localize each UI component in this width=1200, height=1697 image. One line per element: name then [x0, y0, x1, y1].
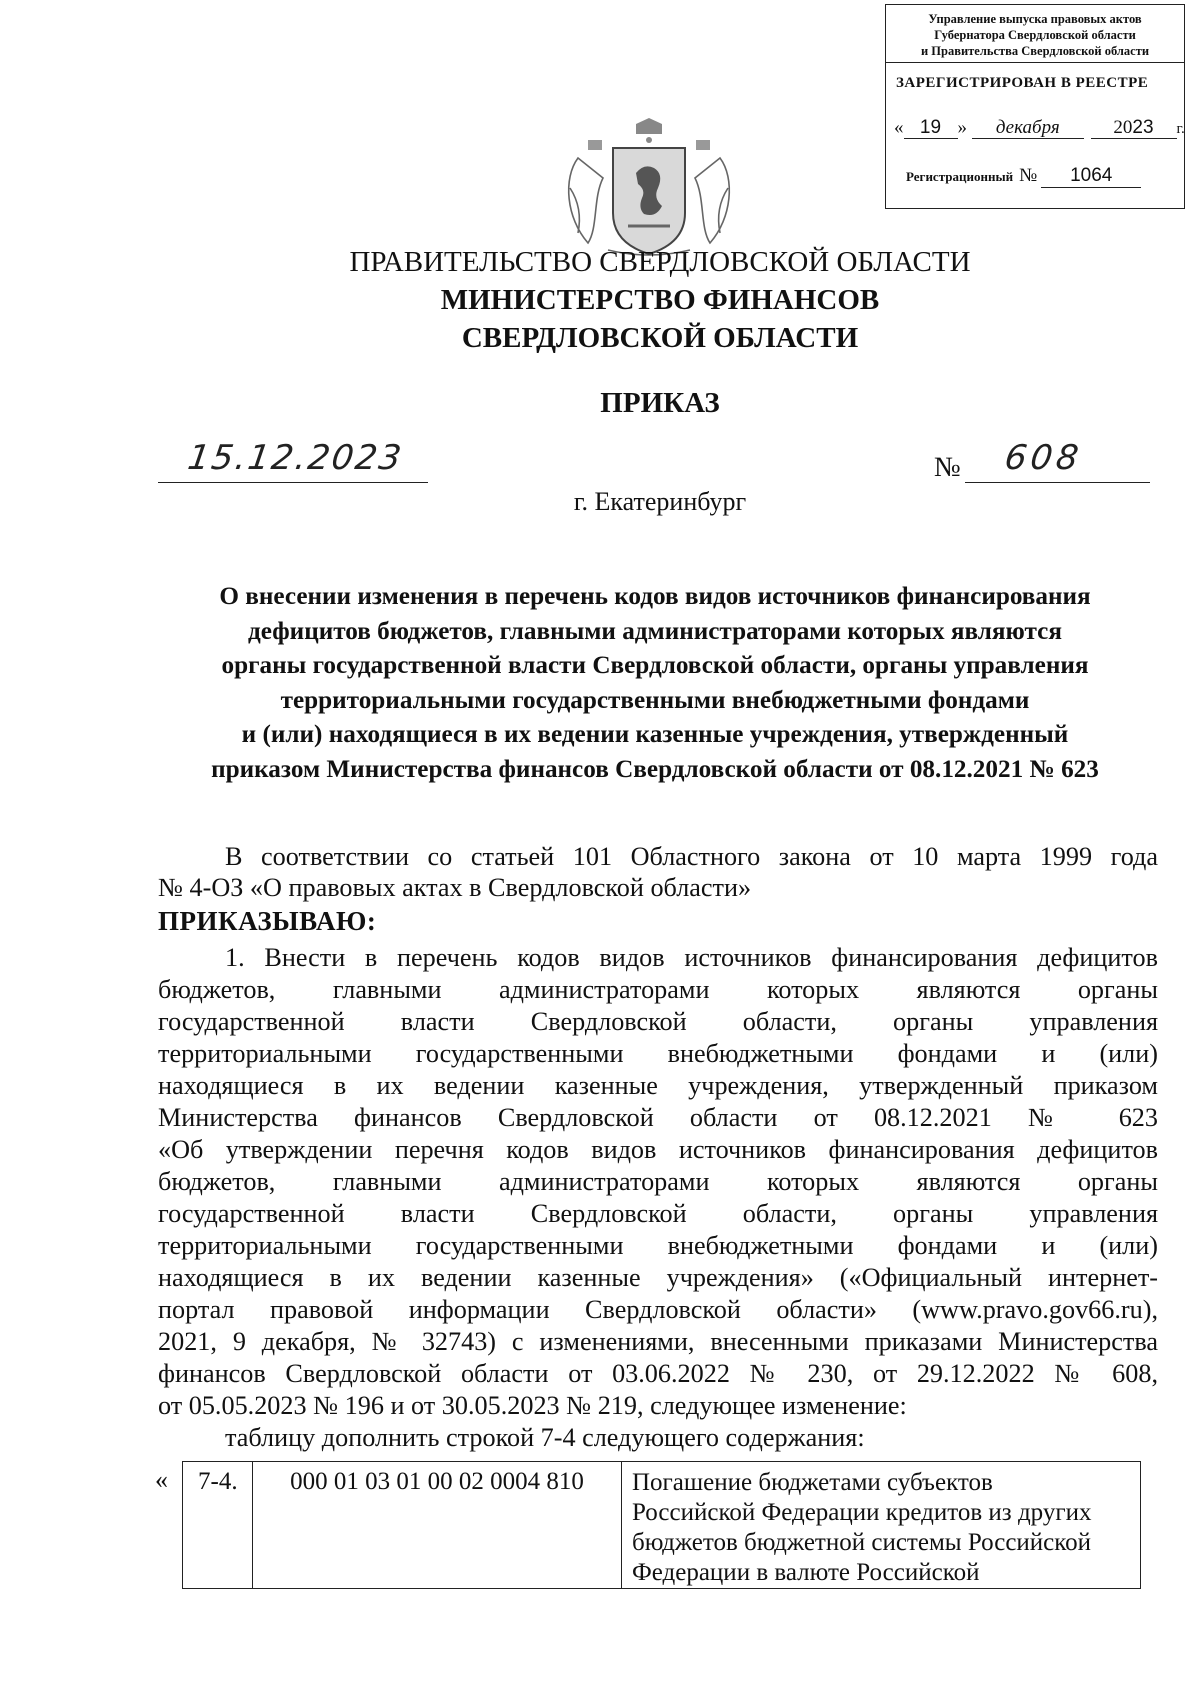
- stamp-office-line: Губернатора Свердловской области: [934, 28, 1136, 42]
- paragraph-line: «Об утверждении перечня кодов видов источников финансирования дефицитов: [158, 1135, 1158, 1164]
- order-date-field: [158, 438, 428, 483]
- paragraph-line: 1. Внести в перечень кодов видов источников финансирования дефицитов: [225, 943, 1158, 972]
- row-name-line: Российской Федерации кредитов из других: [632, 1499, 1092, 1526]
- row-name-cell: [622, 1462, 1141, 1589]
- stamp-office-line: Управление выпуска правовых актов: [928, 12, 1142, 26]
- stamp-quote-close: »: [957, 117, 967, 138]
- preamble-line: В соответствии со статьей 101 Областного закона от 10 марта 1999 года: [225, 842, 1158, 871]
- paragraph-line: 2021, 9 декабря, № 32743) с изменениями, внесенными приказами Министерства: [158, 1327, 1158, 1356]
- order-number: 608: [1002, 438, 1085, 478]
- order-number-label: №: [934, 452, 961, 483]
- stamp-year-suffix: 23: [1132, 117, 1154, 138]
- paragraph-line: государственной власти Свердловской области, органы управления: [158, 1007, 1158, 1036]
- table-intro: таблицу дополнить строкой 7-4 следующего содержания:: [225, 1423, 865, 1452]
- subject-line: приказом Министерства финансов Свердловской области от 08.12.2021 № 623: [211, 755, 1099, 783]
- paragraph-line: портал правовой информации Свердловской области» (www.pravo.gov66.ru),: [158, 1295, 1158, 1324]
- preamble-line: № 4-ОЗ «О правовых актах в Свердловской области»: [158, 873, 752, 902]
- coat-of-arms-emblem: [558, 118, 740, 260]
- paragraph-line: территориальными государственными внебюджетными фондами и (или): [158, 1039, 1158, 1068]
- document-type: ПРИКАЗ: [600, 387, 720, 419]
- ministry-title: МИНИСТЕРСТВО ФИНАНСОВ: [440, 284, 880, 316]
- ministry-region: СВЕРДЛОВСКОЙ ОБЛАСТИ: [461, 322, 859, 354]
- stamp-office: [886, 5, 1184, 63]
- paragraph-line: Министерства финансов Свердловской области от 08.12.2021 № 623: [158, 1103, 1158, 1132]
- subject-line: органы государственной власти Свердловской области, органы управления: [221, 652, 1089, 679]
- row-name-line: Погашение бюджетами субъектов: [632, 1469, 993, 1496]
- row-number-cell: 7-4.: [183, 1462, 253, 1589]
- table-quote-mark: «: [155, 1465, 168, 1494]
- row-code-cell: 000 01 03 01 00 02 0004 810: [253, 1462, 622, 1589]
- stamp-registered-label: ЗАРЕГИСТРИРОВАН В РЕЕСТРЕ: [896, 75, 1149, 91]
- registration-stamp: [885, 4, 1185, 209]
- paragraph-line: находящиеся в их ведении казенные учреждения, утвержденный приказом: [158, 1071, 1158, 1100]
- table-row: [183, 1462, 1141, 1589]
- stamp-reg-number: [906, 165, 1141, 188]
- stamp-reg-label: Регистрационный: [906, 169, 1014, 184]
- paragraph-line: бюджетов, главными администраторами которых являются органы: [158, 975, 1158, 1004]
- row-name-line: Федерации в валюте Российской: [632, 1559, 980, 1586]
- order-subject: [150, 580, 1160, 787]
- stamp-reg-sign: №: [1019, 165, 1038, 186]
- paragraph-line: финансов Свердловской области от 03.06.2022 № 230, от 29.12.2022 № 608,: [158, 1359, 1158, 1388]
- paragraph-line: от 05.05.2023 № 196 и от 30.05.2023 № 219, следующее изменение:: [158, 1391, 907, 1420]
- subject-line: О внесении изменения в перечень кодов видов источников финансирования: [219, 583, 1091, 610]
- government-title: ПРАВИТЕЛЬСТВО СВЕРДЛОВСКОЙ ОБЛАСТИ: [349, 246, 971, 278]
- stamp-reg-value: 1064: [1041, 165, 1141, 188]
- paragraph-line: государственной власти Свердловской области, органы управления: [158, 1199, 1158, 1228]
- stamp-quote-open: «: [894, 117, 904, 138]
- paragraph-line: территориальными государственными внебюджетными фондами и (или): [158, 1231, 1158, 1260]
- stamp-year-prefix: 20: [1113, 117, 1133, 138]
- inserted-table: [182, 1461, 1141, 1589]
- stamp-office-line: и Правительства Свердловской области: [920, 44, 1150, 58]
- stamp-month: декабря: [972, 118, 1084, 139]
- stamp-day: 19: [904, 118, 958, 139]
- order-date: 15.12.2023: [185, 438, 406, 478]
- paragraph-line: находящиеся в их ведении казенные учреждения» («Официальный интернет-: [158, 1263, 1158, 1292]
- row-name-line: бюджетов бюджетной системы Российской: [632, 1529, 1092, 1556]
- subject-line: территориальными государственными внебюджетными фондами: [280, 686, 1030, 714]
- order-word: ПРИКАЗЫВАЮ:: [158, 906, 377, 936]
- subject-line: и (или) находящиеся в их ведении казенные учреждения, утвержденный: [241, 721, 1069, 748]
- subject-line: дефицитов бюджетов, главными администраторами которых являются: [248, 617, 1062, 645]
- paragraph-line: бюджетов, главными администраторами которых являются органы: [158, 1167, 1158, 1196]
- stamp-date: [894, 117, 1185, 139]
- order-number-field: [965, 438, 1150, 483]
- city: г. Екатеринбург: [573, 487, 747, 516]
- stamp-year-abbr: г.: [1176, 121, 1185, 137]
